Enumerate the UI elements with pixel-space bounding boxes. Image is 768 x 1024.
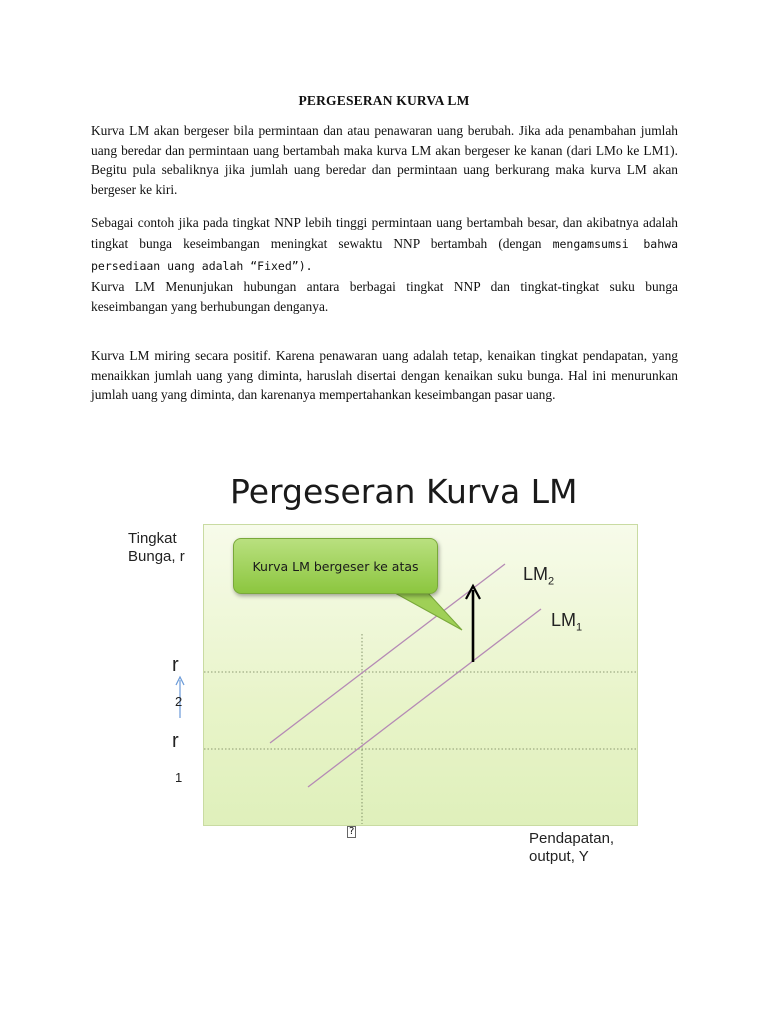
callout-tail xyxy=(395,593,462,630)
x-axis-label-line1: Pendapatan, xyxy=(529,830,615,847)
r1-letter: r xyxy=(172,730,179,752)
r2-subscript: 2 xyxy=(175,694,183,709)
y-axis-label-line2: Bunga, r xyxy=(128,548,185,565)
r1-subscript: 1 xyxy=(175,770,183,785)
paragraph-shift-explanation: Kurva LM akan bergeser bila permintaan dan atau penawaran uang berubah. Jika ada penambahan jumlah uang beredar dan permintaan uang bertambah maka kurva LM akan bergeser ke kanan (dari LMo ke LM1). Begitu pula sebaliknya jika jumlah uang beredar dan permintaan uang berkurang maka kurva LM akan bergeser ke kiri. xyxy=(91,123,678,197)
paragraph-positive-slope: Kurva LM miring secara positif. Karena penawaran uang adalah tetap, kenaikan tingkat pendapatan, yang menaikkan jumlah uang yang diminta, haruslah disertai dengan kenaikan suku bunga. Hal ini menurunkan jumlah uang yang diminta, dan karenanya mempertahankan keseimbangan pasar uang. xyxy=(91,348,678,402)
lm2-label xyxy=(523,564,554,588)
lm1-label-base: LM xyxy=(551,610,577,630)
x-axis-label xyxy=(529,830,614,866)
lm2-label-sub: 2 xyxy=(548,575,555,588)
paragraph-example-main: Sebagai contoh jika pada tingkat NNP lebih tinggi permintaan uang bertambah besar, dan akibatnya adalah tingkat bunga keseimbangan meningkat sewaktu NNP bertambah (dengan xyxy=(91,215,678,251)
callout-shift-up: Kurva LM bergeser ke atas xyxy=(233,538,438,594)
paragraph-example xyxy=(91,212,678,277)
x-axis-missing-glyph: ? xyxy=(349,826,355,837)
x-axis-label-line2: output, Y xyxy=(529,848,589,865)
lm-shift-diagram-graphics xyxy=(0,460,768,880)
paragraph-example-fixed-note: mengamsumsi bahwa persediaan uang adalah “Fixed”). xyxy=(91,237,679,273)
lm1-label-sub: 1 xyxy=(576,621,583,634)
lm1-label xyxy=(551,610,582,634)
figure-title: Pergeseran Kurva LM xyxy=(230,472,578,511)
lm2-label-base: LM xyxy=(523,564,549,584)
lm1-curve xyxy=(308,609,541,787)
paragraph-lm-definition: Kurva LM Menunjukan hubungan antara berbagai tingkat NNP dan tingkat-tingkat suku bunga keseimbangan yang berhubungan denganya. xyxy=(91,279,678,314)
lm-shift-figure xyxy=(0,460,768,880)
document-title: PERGESERAN KURVA LM xyxy=(298,93,470,108)
y-axis-label-line1: Tingkat xyxy=(128,530,177,547)
r2-letter: r xyxy=(172,654,179,676)
